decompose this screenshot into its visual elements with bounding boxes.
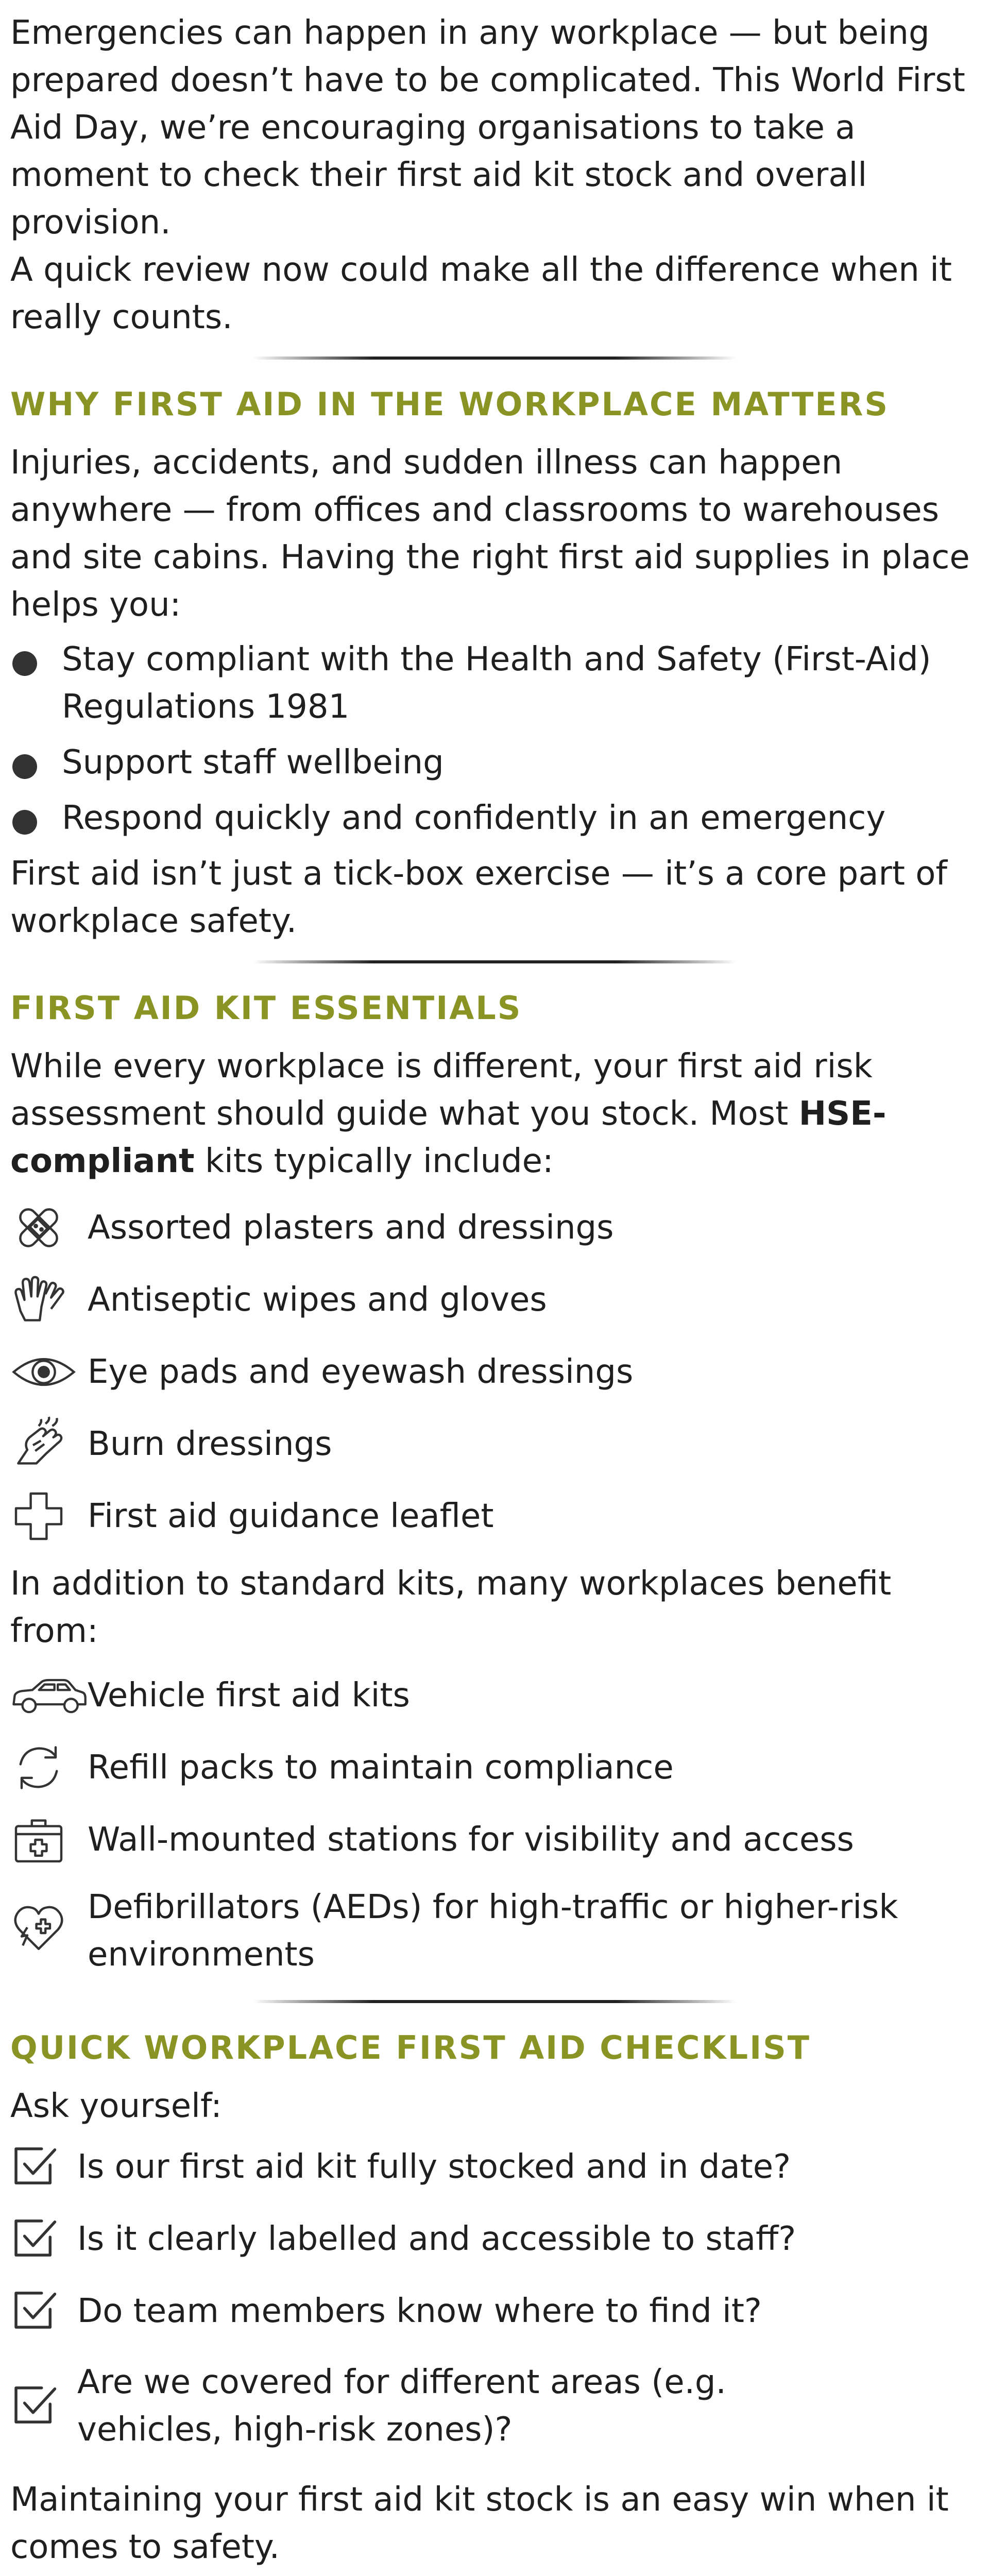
list-item (10, 1344, 979, 1400)
section-heading-checklist: QUICK WORKPLACE FIRST AID CHECKLIST (10, 2029, 811, 2066)
checklist (10, 2142, 979, 2453)
list-item-label: Assorted plasters and dressings (88, 1209, 614, 1247)
why-paragraph: Injuries, accidents, and sudden illness can happen anywhere — from offices and classrooms to warehouses and site cabins. Having the right first aid supplies in place helps you: (10, 444, 970, 624)
checkbox-checked-icon (10, 2381, 77, 2431)
checklist-item-label: Do team members know where to find it? (77, 2292, 762, 2330)
section-heading-essentials: FIRST AID KIT ESSENTIALS (10, 989, 522, 1027)
list-item: Support staff wellbeing (10, 739, 979, 786)
list-item (10, 1739, 979, 1796)
list-item-label: Antiseptic wipes and gloves (88, 1281, 547, 1319)
checklist-item (10, 2142, 979, 2192)
list-item (10, 1884, 979, 1978)
essentials-paragraph-2: In addition to standard kits, many workplaces benefit from: (10, 1565, 892, 1650)
checklist-item-label: Is it clearly labelled and accessible to staff? (77, 2220, 796, 2258)
checkbox-checked-icon (10, 2286, 77, 2336)
list-item-label: Eye pads and eyewash dressings (88, 1353, 634, 1391)
list-item (10, 1667, 979, 1724)
article (0, 9, 989, 2576)
why-bullet-list (10, 636, 979, 842)
checklist-item (10, 2214, 979, 2264)
list-item-label: Defibrillators (AEDs) for high-traffic or higher-risk environments (88, 1888, 898, 1974)
list-item-label: Burn dressings (88, 1425, 332, 1463)
list-item (10, 1199, 979, 1256)
gloves-icon (10, 1272, 88, 1328)
checkbox-checked-icon (10, 2214, 77, 2264)
intro-paragraph: Emergencies can happen in any workplace — but being prepared doesn’t have to be complicated. This World First Aid Day, we’re encouraging organisations to take a moment to check their first aid kit stock and overall provision. (10, 14, 965, 242)
plaster-icon (10, 1199, 88, 1256)
checklist-item (10, 2359, 979, 2453)
extras-list (10, 1667, 979, 1978)
checkbox-checked-icon (10, 2142, 77, 2192)
checklist-item-label: Is our first aid kit fully stocked and in date? (77, 2148, 791, 2186)
list-item (10, 1488, 979, 1545)
burn-hand-icon (10, 1416, 88, 1472)
list-item (10, 1416, 979, 1472)
eye-icon (10, 1344, 88, 1400)
list-item-label: Wall-mounted stations for visibility and access (88, 1821, 854, 1859)
first-aid-box-icon (10, 1811, 88, 1868)
section-divider (10, 954, 979, 970)
section-divider (10, 350, 979, 366)
car-icon (10, 1667, 88, 1724)
defibrillator-heart-icon (10, 1884, 88, 1956)
checklist-intro: Ask yourself: (10, 2087, 222, 2125)
cross-icon (10, 1488, 88, 1545)
list-item (10, 1272, 979, 1328)
list-item-label: First aid guidance leaflet (88, 1497, 494, 1535)
list-item (10, 1811, 979, 1868)
refresh-icon (10, 1739, 88, 1796)
section-divider (10, 1994, 979, 2009)
checklist-item (10, 2286, 979, 2336)
checklist-item-label: Are we covered for different areas (e.g. vehicles, high-risk zones)? (77, 2363, 726, 2449)
text-segment: kits typically include: (194, 1142, 554, 1180)
intro-paragraph-2: A quick review now could make all the difference when it really counts. (10, 251, 952, 336)
why-paragraph-2: First aid isn’t just a tick-box exercise — it’s a core part of workplace safety. (10, 855, 947, 940)
essentials-paragraph (10, 1043, 979, 1185)
list-item: Stay compliant with the Health and Safety (First-Aid) Regulations 1981 (10, 636, 979, 731)
section-heading-why: WHY FIRST AID IN THE WORKPLACE MATTERS (10, 385, 890, 423)
list-item-label: Vehicle first aid kits (88, 1676, 410, 1715)
list-item-label: Refill packs to maintain compliance (88, 1749, 674, 1787)
bold-term: HSE-compliant (10, 1095, 886, 1180)
essentials-list (10, 1199, 979, 1545)
checklist-outro: Maintaining your first aid kit stock is an easy win when it comes to safety. (10, 2481, 949, 2566)
text-segment: While every workplace is different, your first aid risk assessment should guide what you stock. Most (10, 1047, 873, 1133)
list-item: Respond quickly and confidently in an emergency (10, 794, 979, 842)
